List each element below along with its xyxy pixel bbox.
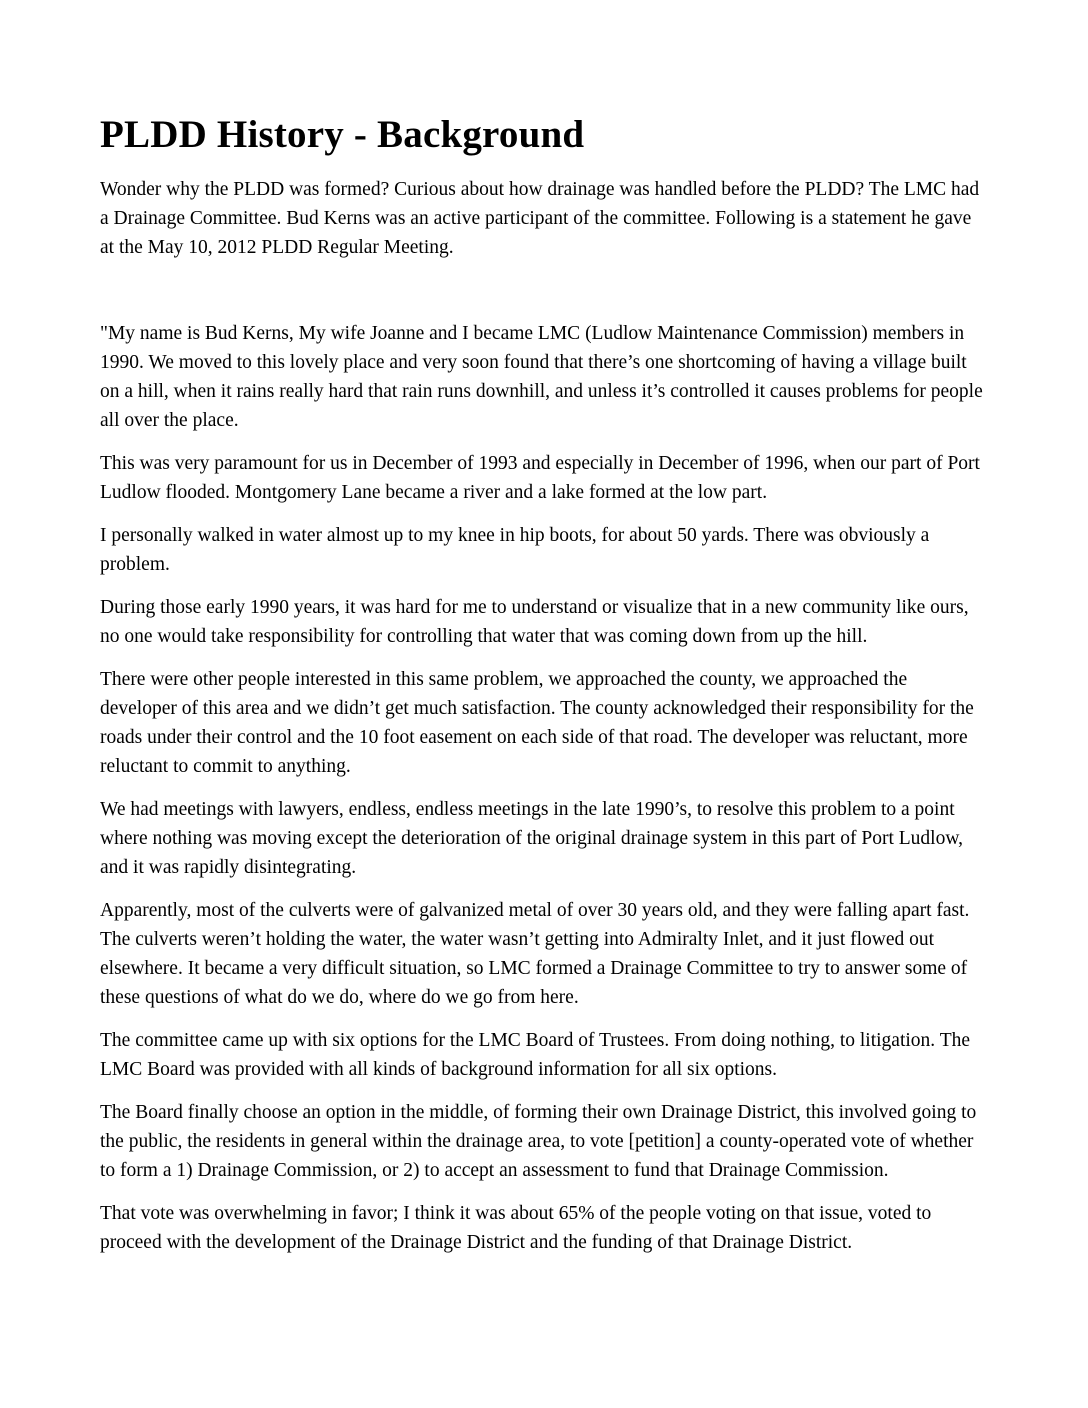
- paragraph: The Board finally choose an option in the middle, of forming their own Drainage District, this involved going to the public, the residents in general within the drainage area, to vote [petition] a county-operated vote of whether to form a 1) Drainage Commission, or 2) to accept an assessment to fund that Drainage Commission.: [100, 1101, 977, 1181]
- paragraph: There were other people interested in this same problem, we approached the county, we approached the developer of this area and we didn’t get much satisfaction. The county acknowledged their responsibility for the roads under their control and the 10 foot easement on each side of that road. The developer was reluctant, more reluctant to commit to anything.: [100, 668, 974, 777]
- paragraph: "My name is Bud Kerns, My wife Joanne and I became LMC (Ludlow Maintenance Commission) members in 1990. We moved to this lovely place and very soon found that there’s one shortcoming of having a village built on a hill, when it rains really hard that rain runs downhill, and unless it’s controlled it causes problems for people all over the place.: [100, 322, 983, 431]
- paragraph: I personally walked in water almost up to my knee in hip boots, for about 50 yards. There was obviously a problem.: [100, 524, 930, 575]
- page-title: PLDD History - Background: [100, 113, 585, 156]
- paragraph: That vote was overwhelming in favor; I think it was about 65% of the people voting on that issue, voted to proceed with the development of the Drainage District and the funding of that Drainage District.: [100, 1202, 932, 1253]
- paragraph: This was very paramount for us in December of 1993 and especially in December of 1996, when our part of Port Ludlow flooded. Montgomery Lane became a river and a lake formed at the low part.: [100, 452, 980, 503]
- paragraph: During those early 1990 years, it was hard for me to understand or visualize that in a new community like ours, no one would take responsibility for controlling that water that was coming down from up the hill.: [100, 596, 969, 647]
- paragraph: We had meetings with lawyers, endless, endless meetings in the late 1990’s, to resolve this problem to a point where nothing was moving except the deterioration of the original drainage system in this part of Port Ludlow, and it was rapidly disintegrating.: [100, 798, 964, 878]
- blank-line-spacer: [100, 276, 988, 319]
- paragraph: The committee came up with six options for the LMC Board of Trustees. From doing nothing, to litigation. The LMC Board was provided with all kinds of background information for all six options.: [100, 1029, 971, 1080]
- paragraph: Apparently, most of the culverts were of galvanized metal of over 30 years old, and they were falling apart fast. The culverts weren’t holding the water, the water wasn’t getting into Admiralty Inlet, and it just flowed out elsewhere. It became a very difficult situation, so LMC formed a Drainage Committee to try to answer some of these questions of what do we do, where do we go from here.: [100, 899, 970, 1008]
- intro-paragraph: Wonder why the PLDD was formed? Curious about how drainage was handled before the PLDD? The LMC had a Drainage Committee. Bud Kerns was an active participant of the committee. Following is a statement he gave at the May 10, 2012 PLDD Regular Meeting.: [100, 178, 980, 258]
